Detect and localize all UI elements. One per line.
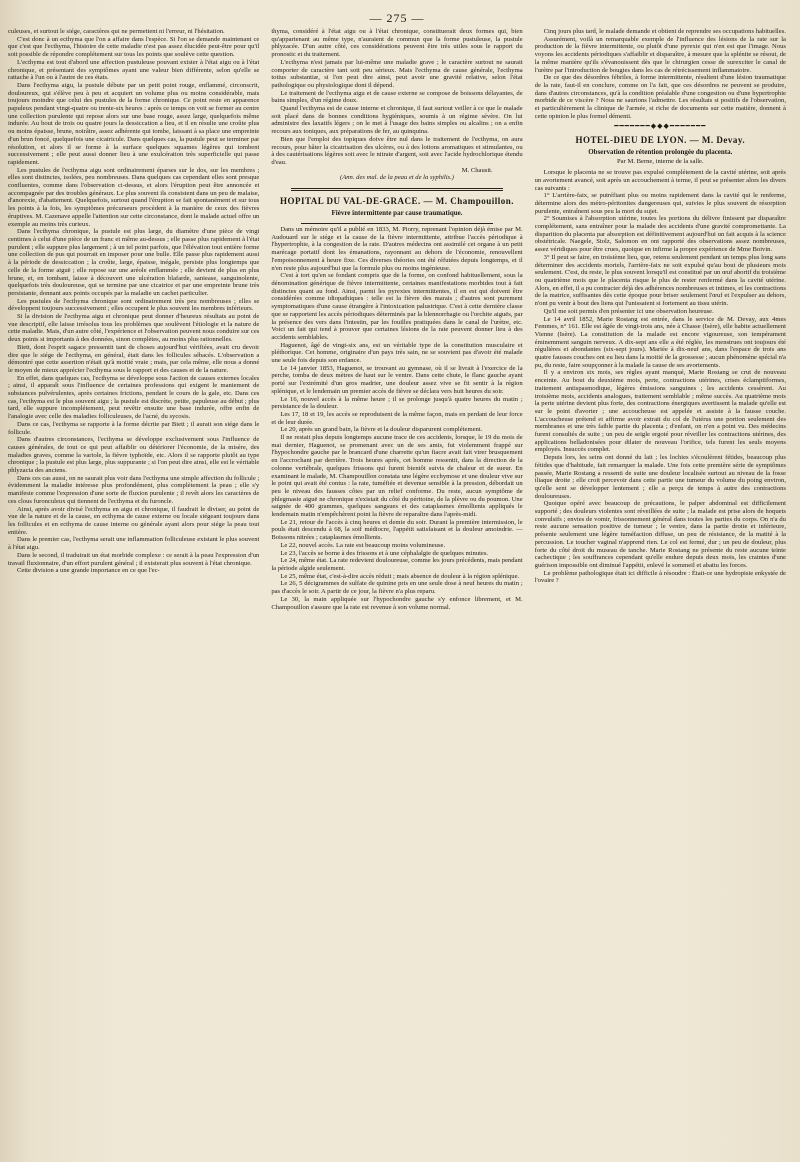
paragraph: 2° Soumises à l'absorption utérine, toutes les portions du délivre finissent par disparaître complétement, sans entraîner pour la malade des accidents d'une gravité compromettante. La disparition du placenta par absorption est définitivement aujourd'hui un fait acquis à la science obstétricale. Naegele, Stolz, Salomon en ont rapporté des observations assez nombreuses, assez véridiques pour être crues, quoique en infirme la propre expérience de Mme Boivin. (534, 215, 786, 254)
paragraph: Dans le premier cas, l'ecthyma serait une inflammation folliculeuse existant le plus souvent à l'état aigu. (8, 536, 260, 552)
column-left (8, 28, 259, 1158)
hospital-heading-val-de-grace: HOPITAL DU VAL-DE-GRACE. — M. Champouillon. (279, 196, 515, 207)
paragraph: Biett, dont l'esprit sagace pressentit tant de choses aujourd'hui vérifiées, avait cru devoir dire que le siége de l'ecthyma, en général, était dans les follicules sébacés. L'observation a démontré que cette assertion n'était qu'à moitié vraie ; mais, par cela même, elle nous a donné le moyen de mieux apprécier l'ecthyma sous le rapport et des causes et de la nature. (8, 343, 260, 374)
paragraph: Le traitement de l'ecthyma aigu et de cause externe se compose de boissons délayantes, de bains simples, d'un régime doux. (271, 89, 523, 105)
paragraph: Dans le second, il traduirait un état morbide complexe : ce serait à la peau l'expression d'un travail fluxionnaire, d'un effort purulent général ; il existerait plus souvent à l'état chronique. (8, 551, 260, 567)
paragraph: Si la division de l'ecthyma aigu et chronique peut donner d'heureux résultats au point de vue descriptif, elle laisse irrésolus tous les problèmes que soulèvent l'étiologie et la nature de cette maladie. Mais, d'un autre côté, l'expérience et l'observation peuvent nous conduire sur ces deux points si importants à des données, sinon complètes, au moins plus rationnelles. (8, 313, 260, 344)
paragraph: Depuis lors, les seins ont donné du lait ; les lochies s'écoulèrent fétides, beaucoup plus fétides que d'habitude, fait remarquer la malade. Une fois cette première série de symptômes passée, Marie Rostang a ressenti de suite une douleur localisée surtout au niveau de la fosse iliaque droite ; elle croit percevoir dans cette partie une tumeur du volume du poing environ, qu'elle sent se développer lentement ; elle a perçu de temps à autre des contractions douloureuses. (534, 454, 786, 500)
paragraph: Haguenot, âgé de vingt-six ans, est un véritable type de la constitution musculaire et pléthorique. Cet homme, originaire d'un pays très sain, ne se souvient pas d'avoir été malade une seule fois depuis son enfance. (271, 341, 523, 365)
paragraph: Le 30, la main appliquée sur l'hypochondre gauche s'y enfonce librement, et M. Champouillon s'assure que la rate est revenue à son volume normal. (271, 595, 523, 611)
paragraph: Le 26, 5 décigrammes de sulfate de quinine pris en une seule dose à neuf heures du matin ; pas d'accès le soir. A partir de ce jour, la fièvre n'a plus reparu. (271, 580, 523, 596)
author-signature: M. Chausit. (461, 166, 493, 174)
paragraph: Qu'il me soit permis d'en présenter ici une observation heureuse. (543, 307, 714, 315)
paragraph: Les pustules de l'ecthyma chronique sont ordinairement très peu nombreuses ; elles se développent toujours successivement ; elles occupent le plus souvent les membres inférieurs. (8, 297, 260, 313)
paragraph: 3° Il peut se faire, en troisième lieu, que, retenu seulement pendant un temps plus long sans déterminer des accidents mortels, l'arrière-faix ne soit expulsé qu'au bout de plusieurs mois seulement. C'est, du reste, le plus souvent lorsqu'il est constitué par un œuf abortif du troisième ou quatrième mois que le placenta risque le plus de rester renfermé dans la cavité utérine. Alors, en effet, il a pu contracter déjà des adhérences nombreuses et intimes, et les contractions de la matrice, suffisantes dès cette époque pour briser seulement l'œuf et l'expulser au dehors, n'ont pu venir à bout des liens qui l'unissaient si fortement au tissu utérin. (534, 253, 786, 308)
paragraph: Le 23, l'accès se borne à des frissons et à une céphalalgie de quelques minutes. (280, 549, 489, 557)
column-middle (271, 28, 522, 1158)
hospital-heading-lyon: HOTEL-DIEU DE LYON. — M. Devay. (575, 135, 746, 146)
paragraph: Il y a environ six mois, ses règles ayant manqué, Marie Rostang se crut de nouveau enceinte. Au bout du deuxième mois, perte, contractions utérines, crises éclamptiformes, traitement antispasmodique, légères émissions sanguines ; les accidents cessèrent. Au troisième mois, accidents analogues, traitement semblable ; même succès. Au quatrième mois la perte utérine devient plus forte, des contractions énergiques avertissent la malade qu'elle est sur le point d'avorter ; une accoucheuse est appelée et assiste à la fausse couche. L'accoucheuse prétend et affirme avoir extrait du col de l'utérus une portion seulement des membranes et une très faible partie du placenta ; d'enfant, on n'en a point vu. Des médecins furent consultés de suite ; un peu de seigle ergoté pour réveiller les contractions utérines, des applications belladonisées pour dilater de nouveau l'orifice, tels furent les seuls moyens employés. Insuccès complet. (534, 369, 786, 454)
paragraph: Cette division a une grande importance en ce que l'ec- (17, 567, 160, 575)
text-columns (8, 28, 786, 1158)
paragraph: Le 20, après un grand bain, la fièvre et la douleur disparurent complétement. (280, 426, 483, 434)
paragraph: Quoique opéré avec beaucoup de précautions, le palper abdominal est difficilement supporté ; des douleurs violentes sont réveillées de suite ; la malade est prise alors de hoquets convulsifs ; envies de vomir, frissonnement général dans toutes les parties du corps. On n'a du reste aucune sensation positive de tumeur ; le ventre, dans la partie droite et inférieure, présente seulement une légère tuméfaction diffuse, un peu de résistance, de la matité à la percussion. Le toucher vaginal n'apprend rien. Le col est fermé, dur ; un peu de douleur, plus forte du côté droit du museau de tanche. Marie Rostang ne présente du reste aucune teinte cachectique ; les souffrances cependant qu'elle endure depuis deux mois, les craintes d'une guérison impossible ont diminué l'appétit, enlevé le sommeil et abattu les forces. (534, 500, 786, 569)
paragraph: culeuses, et surtout le siége, caractères qui ne permettent ni l'erreur, ni l'hésitation. (8, 28, 225, 35)
paragraph: Dans l'ecthyma aigu, la pustule débute par un petit point rouge, enflammé, circonscrit, douloureux, qui s'élève peu à peu et acquiert un volume plus ou moins considérable, mais toujours moindre que celui des pustules de la forme chronique. Ce point reste en apparence papuleux pendant vingt-quatre ou trente-six heures : après ce temps on voit se former au centre une collection purulente qui repose alors sur une base rouge, assez large, quelquefois même indurée. Au bout de trois ou quatre jours la dessiccation a lieu, et il en résulte une croûte plus ou moins épaisse, brune, noirâtre, assez adhérente qui tombe, laissant à sa place une empreinte d'un brun foncé, quelquefois une cicatricule. Dans quelques cas, la pustule peut se terminer par résolution, et alors il se forme à la surface quelques squames légères qui tombent successivement ; elle peut aussi donner lieu à une exulcération très superficielle qui passe rapidement. (8, 81, 260, 166)
paragraph: L'ecthyma est tout d'abord une affection pustuleuse pouvant exister à l'état aigu ou à l'état chronique, et présentant des symptômes ayant une valeur bien différente, selon qu'elle se rattache à l'un ou à l'autre de ces états. (8, 58, 260, 82)
paragraph: L'ecthyma n'est jamais par lui-même une maladie grave ; le caractère surtout ne saurait comporter de caractère tant soit peu sérieux. Mais l'ecthyma de cause générale, l'ecthyma totius substantiæ, si l'on peut dire ainsi, peut avoir une gravité relative, selon l'état pathologique ou physiologique dont il dépend. (271, 58, 523, 89)
title-rule (301, 223, 492, 224)
column-right (535, 28, 786, 1158)
paragraph: Bien que l'emploi des topiques doive être nul dans le traitement de l'ecthyma, on aura recours, pour hâter la cicatrisation des ulcères, ou à des lotions aromatiques et stimulantes, ou à des cautérisations légères soit avec le nitrate d'argent, soit avec l'acide hydrochlorique étendu d'eau. (271, 135, 523, 166)
paragraph: Le 21, retour de l'accès à cinq heures et demie du soir. Durant la première intermission, le pouls était descendu à 68, la soif médiocre, l'appétit satisfaisant et la douleur amoindrie. — Boissons nitrées ; cataplasmes émollients. (271, 518, 523, 542)
paragraph: Les 17, 18 et 19, les accès se reproduisent de la même façon, mais en perdant de leur force et de leur durée. (271, 410, 523, 426)
section-divider (291, 188, 502, 191)
paragraph: Assurément, voilà un remarquable exemple de l'influence des lésions de la rate sur la production de la fièvre intermittente, ou plutôt d'une pyrexie qui n'en est que l'image. Nous voyons les accidents périodiques s'affaiblir et disparaître, à mesure que la splénite se résout, de la même manière qu'ils s'évanouissent dès que le chirurgien cesse de surexciter le canal de l'urètre par l'introduction de bougies dans les cas de rétrécissement inflammatoire. (534, 35, 786, 74)
paragraph: C'est donc à un ecthyma que l'on a affaire dans l'espèce. Si l'on se demande maintenant ce que c'est que l'ecthyma, l'histoire de cette maladie n'est pas assez élucidée peut-être pour qu'il soit possible de répondre complétement sur tous les points que soulève cette question. (8, 35, 260, 59)
paragraph: Le 25, même état, c'est-à-dire accès réduit ; mais absence de douleur à la région splénique. (280, 572, 520, 580)
paragraph: Le 24, même état. La rate redevient douloureuse, comme les jours précédents, mais pendant la période algide seulement. (271, 557, 523, 572)
paragraph: Dans un mémoire qu'il a publié en 1833, M. Piorry, reprenant l'opinion déjà émise par M. Audouard sur le siége et la cause de la fièvre intermittente, attribue l'accès périodique à l'hypertrophie, à la congestion de la rate. D'autres médecins ont assimilé cet organe à un petit marécage portatif dont les émanations, rayonnant au dehors de l'économie, renouvellent l'empoisonnement à heure fixe. Ces diverses théories ont été réfutées depuis longtemps, et il n'en reste plus aujourd'hui que la formule plus ou moins ingénieuse. (271, 226, 523, 272)
paragraph: Le 14 avril 1852, Marie Rostang est entrée, dans le service de M. Devay, aux 4mes Femmes, n° 161. Elle est âgée de vingt-trois ans, née à Chasse (Isère), elle habite actuellement Vienne (Isère). La constitution de la malade est encore vigoureuse, son tempérament éminemment sanguin nerveux. A dix-sept ans elle a été réglée, les menstrues ont toujours été régulières et abondantes (six-sept jours). Mariée à dix-neuf ans, dans l'espace de trois ans quatre fausses couches ont eu lieu dans la moitié de la grossesse ; aucun phénomène spécial n'a pu, du reste, faire soupçonner à la malade la cause de ses avortements. (534, 315, 786, 369)
paragraph: Ainsi, après avoir divisé l'ecthyma en aigu et chronique, il faudrait le diviser, au point de vue de la nature et de la cause, en ecthyma de cause externe ou locale siégeant toujours dans les follicules et en ecthyma de cause interne ou générale ayant alors pour siége la peau tout entière. (8, 505, 260, 536)
paragraph: Lorsque le placenta ne se trouve pas expulsé complétement de la cavité utérine, soit après un avortement avancé, soit après un accouchement à terme, il peut se présenter alors les divers cas suivants : (534, 169, 786, 192)
paragraph: Le problème pathologique était ici difficile à résoudre : Était-ce une hydropisie enkystée de l'ovaire ? (534, 569, 786, 585)
paragraph: C'est à tort qu'en se fondant compris que de la forme, on confond habituellement, sous la dénomination générique de fièvre intermittente, certaines manifestations morbides tout à fait distinctes quant au fond. Ainsi, parmi les pyrexies intermittentes, il en est qui doivent être considérées comme idiopathiques : telle est la fièvre des marais ; d'autres sont purement symptomatiques d'une cause étrangère à l'intoxication palustrique. C'est à cette dernière classe que se rapportent les accès périodiques déterminés par la blennorrhagie ou l'orchite aiguës, par la présence des vers dans l'intestin, par les fouilles pratiquées dans le canal de l'urètre, etc. Voici un fait qui tend à prouver que certaines lésions de la rate peuvent donner lieu à des accidents semblables. (271, 272, 523, 341)
paragraph: Cinq jours plus tard, le malade demande et obtient de reprendre ses occupations habituelles. (543, 28, 786, 35)
paragraph: Dans d'autres circonstances, l'ecthyma se développe exclusivement sous l'influence de causes générales, de tout ce qui peut affaiblir ou détériorer l'économie, de la misère, des maladies graves, comme la variole, la fièvre typhoïde, etc. Alors il se rapporte plutôt au type chronique ; la pustule est plus large, plus suppurante ; si l'on peut dire ainsi, elle est le véritable phlyzacia des anciens. (8, 436, 260, 475)
page-number: — 275 — (369, 11, 425, 25)
fever-article-end (535, 28, 786, 120)
paragraph: thyma, considéré à l'état aigu ou à l'état chronique, constituerait deux formes qui, bien qu'appartenant au même type, n'auraient de commun que la forme pustuleuse, la pustule phlyzacée. D'un autre côté, ces considérations peuvent être très utiles sous le rapport du pronostic et du traitement. (271, 28, 523, 59)
paragraph: Le 16, nouvel accès à la même heure ; il se prolonge jusqu'à quatre heures du matin ; persistance de la douleur. (271, 395, 523, 411)
paragraph: Les pustules de l'ecthyma aigu sont ordinairement éparses sur le dos, sur les membres ; elles sont distinctes, isolées, peu nombreuses. Dans quelques cas cependant elles sont presque confluentes, comme dans l'observation ci-dessus, et alors l'éruption peut être annoncée et accompagnée par des troubles généraux. Le plus souvent ils consistent dans un peu de malaise, d'anorexie, d'abattement. Quelquefois, surtout quand l'éruption se fait spontanément et sur tous les points à la fois, les symptômes précurseurs procèdent à la manière de ceux des fièvres éruptives. M. Cazenave appelle l'attention sur cette circonstance, dont le malade actuel offre un exemple au moins très curieux. (8, 166, 260, 228)
paragraph: Le 14 janvier 1853, Haguenot, se trouvant au gymnase, où il se livrait à l'exercice de la perche, tomba de deux mètres de haut sur le ventre. Dans cette chute, le flanc gauche ayant porté sur l'extrémité d'un gros madrier, une douleur assez vive se fit sentir à la région splénique, et le lendemain un premier accès de fièvre se déclara vers huit heures du soir. (271, 364, 523, 395)
article-subtitle-placenta: Observation de rétention prolongée du placenta. (588, 148, 733, 157)
paragraph: Quand l'ecthyma est de cause interne et chronique, il faut surtout veiller à ce que le malade soit placé dans de bonnes conditions hygiéniques, soumis à un régime sévère. On lui administre des laxatifs légers ; on le met à l'usage des bains simples ou alcalins ; on a enfin recours aux toniques, aux préparations de fer, au quinquina. (271, 105, 523, 136)
paragraph: Le 22, nouvel accès. La rate est beaucoup moins volumineuse. (280, 541, 446, 549)
paragraph: De ce que des désordres fébriles, à forme intermittente, résultent d'une lésion traumatique de la rate, faut-il en conclure, comme on l'a fait, que ces désordres ne peuvent se produire, dans d'autres circonstances, qu'à la condition préalable d'une congestion ou d'une hypertrophie morbide de ce viscère ? Nous ne saurions l'admettre. Les résultats si positifs de l'observation, et particulièrement la clinique de l'armée, si riche de documents sur cette matière, donnent à cette opinion le plus formel démenti. (534, 74, 786, 120)
paragraph: Il ne restait plus depuis longtemps aucune trace de ces accidents, lorsque, le 19 du mois de mai dernier, Haguenot, se promenant avec un de ses amis, fut violemment frappé sur l'hypochondre gauche par le brancard d'une charrette qu'un fiacre avait fait virer brusquement en l'accrochant par derrière. Trois heures après, cet homme ressentit, dans la direction de la colonne vertébrale, quelques frissons qui furent bientôt suivis de chaleur et de sueur. En examinant le malade, M. Champouillon constata une légère ecchymose et une douleur vive sur le point qui avait été contus : la rate, tuméfiée et devenue sensible à la pression, débordait un peu le niveau des fausses côtes par un relief conforme. Du reste, aucun symptôme de phlegmasie aiguë ne chronique n'existait du côté du péritoine, de la plèvre ou du poumon. Une saignée de 400 grammes, quelques sangsues et des cataplasmes émollients appliqués le lendemain matin n'empêchèrent point la fièvre de reparaître dans l'après-midi. (271, 434, 523, 519)
article-subtitle-fever: Fièvre intermittente par cause traumatique. (331, 209, 463, 218)
paragraph: 1° L'arrière-faix, se putréfiant plus ou moins rapidement dans la cavité qui le renferme, détermine alors des métro-péritonites dangereuses qui, suivies le plus souvent de résorption purulente, entraînent sous peu la mort du sujet. (534, 192, 786, 215)
paragraph: En effet, dans quelques cas, l'ecthyma se développe sous l'action de causes externes locales ; ainsi, il apparaît sous l'influence de certaines professions qui exigent le maniement de substances pulvérulentes, après certaines frictions, pendant le cours de la gale, etc. Dans ces cas, l'ecthyma est le plus souvent aigu ; la pustule est discrète, petite, papuleuse au début ; plus tard, elle suppure incomplétement, peut revêtir ensuite une base indurée, offre enfin de l'analogie avec celle des maladies folliculeuses, de l'acné, du sycosis. (8, 374, 260, 421)
ornament-divider: ━━━━━━━◆◆◆━━━━━━━ (614, 122, 707, 131)
fever-article-body (271, 226, 522, 611)
paragraph: Dans l'ecthyma chronique, la pustule est plus large, du diamètre d'une pièce de vingt centimes à celui d'une pièce de un franc et même au-dessus ; elle passe plus rapidement à l'état purulent ; elle suppure plus largement ; à un tel point parfois, que l'élévation tout entière forme une collection de pus qui pourrait en imposer pour une bulle. Elle passe plus rapidement aussi à la période de dessiccation ; la croûte, large, épaisse, inégale, persiste plus longtemps que celle de la forme aiguë ; elle repose sur une aréole enflammée ; elle devient de plus en plus brune, et, en tombant, laisse à découvert une ulcération blafarde, saniease, sanguinolente, quelquefois très douloureuse, qui se termine par une cicatrice et par une empreinte brune très persistante, donnant aux points occupés par la maladie un cachet particulier. (8, 228, 260, 297)
article-byline: Par M. Berne, interne de la salle. (617, 158, 704, 166)
paragraph: Dans ces cas aussi, on ne saurait plus voir dans l'ecthyma une simple affection du follicule ; évidemment la maladie intéresse plus profondément, plus complètement la peau ; elle s'y manifeste comme l'expression d'une sorte de fluxion purulente ; il revêt alors les caractères de ces clous furonculeux qui tiennent de l'ecthyma et du furoncle. (8, 474, 260, 505)
paragraph: Dans ce cas, l'ecthyma se rapporte à la forme décrite par Biett ; il aurait son siége dans le follicule. (8, 420, 260, 436)
source-citation: (Ann. des mal. de la peau et de la syphilis.) (340, 174, 454, 182)
ecthyma-article-end (271, 28, 522, 167)
placenta-article-body (535, 169, 786, 585)
